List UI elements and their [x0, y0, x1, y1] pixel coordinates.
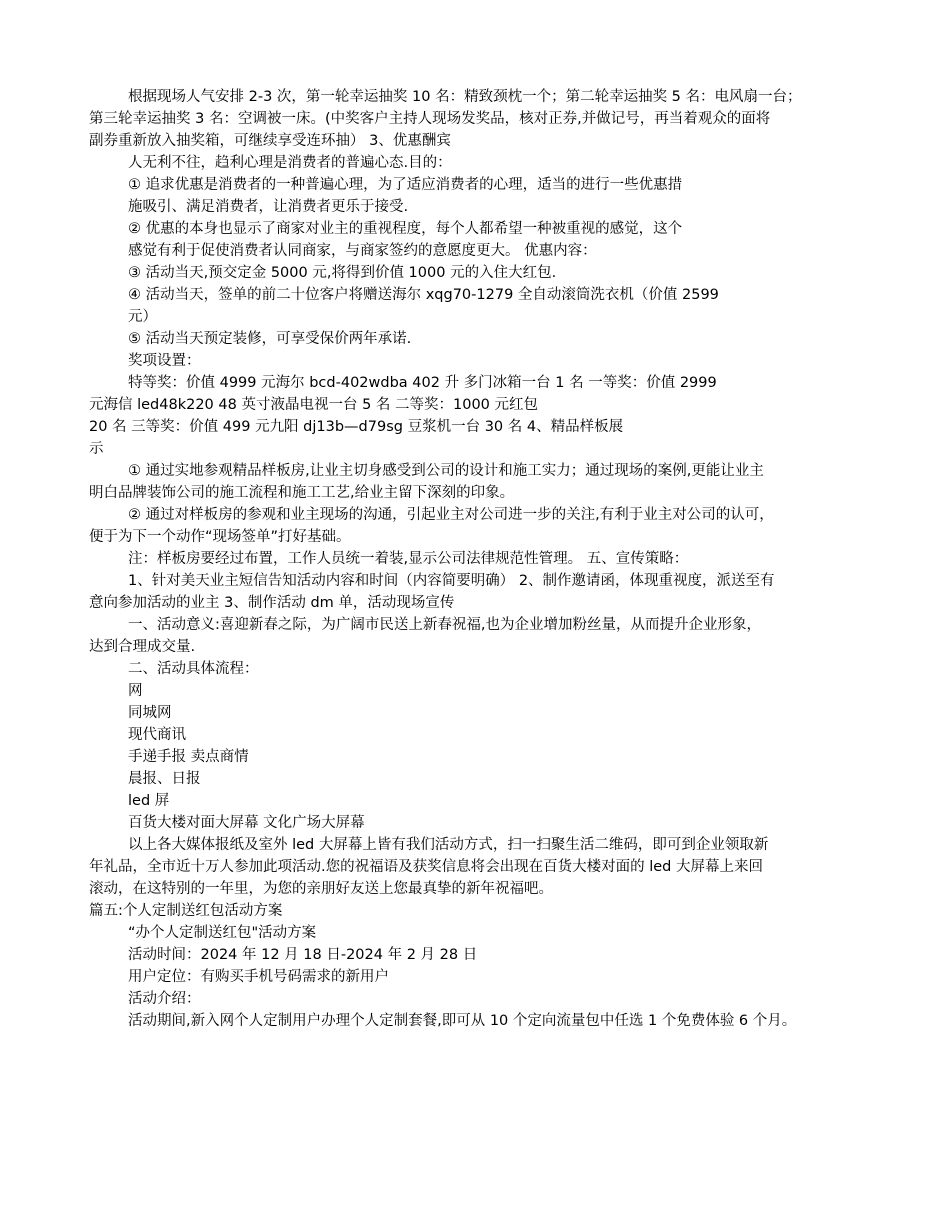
- text-line: 1、针对美天业主短信告知活动内容和时间（内容简要明确） 2、制作邀请函，体现重视度，派送至有: [128, 573, 775, 589]
- text-line: 元）: [128, 309, 157, 325]
- text-line: 年礼品，全市近十万人参加此项活动.您的祝福语及获奖信息将会出现在百货大楼对面的 led 大屏幕上来回: [89, 859, 763, 875]
- text-line: 网: [128, 683, 143, 699]
- text-line: ⑤ 活动当天预定装修，可享受保价两年承诺.: [128, 331, 412, 347]
- text-line: 特等奖：价值 4999 元海尔 bcd-402wdba 402 升 多门冰箱一台 1 名 一等奖：价值 2999: [128, 375, 717, 391]
- text-line: 以上各大媒体报纸及室外 led 大屏幕上皆有我们活动方式，扫一扫聚生活二维码，即可到企业领取新: [128, 837, 769, 853]
- text-line: led 屏: [128, 793, 170, 809]
- text-line: 晨报、日报: [128, 771, 201, 787]
- text-line: 现代商讯: [128, 727, 186, 743]
- text-line: 便于为下一个动作“现场签单”打好基础。: [89, 529, 351, 545]
- text-line: 第三轮幸运抽奖 3 名：空调被一床。(中奖客户主持人现场发奖品，核对正券,并做记号，再当着观众的面将: [89, 111, 771, 127]
- text-line: 意向参加活动的业主 3、制作活动 dm 单，活动现场宣传: [89, 595, 455, 611]
- text-line: ④ 活动当天，签单的前二十位客户将赠送海尔 xqg70-1279 全自动滚筒洗衣机（价值 2599: [128, 287, 719, 303]
- text-line: ② 通过对样板房的参观和业主现场的沟通，引起业主对公司进一步的关注,有利于业主对公司的认可，: [128, 507, 774, 523]
- text-line: 用户定位：有购买手机号码需求的新用户: [128, 969, 389, 985]
- text-line: “办个人定制送红包"活动方案: [128, 925, 317, 941]
- text-line: 活动介绍：: [128, 991, 201, 1007]
- text-line: 人无利不往，趋利心理是消费者的普遍心态.目的：: [128, 155, 452, 171]
- text-line: ① 追求优惠是消费者的一种普遍心理，为了适应消费者的心理，适当的进行一些优惠措: [128, 177, 683, 193]
- text-line: 滚动，在这特别的一年里，为您的亲朋好友送上您最真挚的新年祝福吧。: [89, 881, 553, 897]
- text-line: 感觉有利于促使消费者认同商家，与商家签约的意愿度更大。 优惠内容：: [128, 243, 597, 259]
- text-line: 元海信 led48k220 48 英寸液晶电视一台 5 名 二等奖：1000 元红包: [89, 397, 539, 413]
- text-line: 一、活动意义:喜迎新春之际，为广阔市民送上新春祝福,也为企业增加粉丝量，从而提升企业形象，: [128, 617, 761, 633]
- text-line: 示: [89, 441, 104, 457]
- text-line: 活动时间：2024 年 12 月 18 日-2024 年 2 月 28 日: [128, 947, 478, 963]
- text-line: 活动期间,新入网个人定制用户办理个人定制套餐,即可从 10 个定向流量包中任选 1 个免费体验 6 个月。: [128, 1013, 797, 1029]
- text-line: 篇五:个人定制送红包活动方案: [89, 903, 283, 919]
- text-line: 明白品牌装饰公司的施工流程和施工工艺,给业主留下深刻的印象。: [89, 485, 515, 501]
- text-line: 手递手报 卖点商情: [128, 749, 249, 765]
- text-line: 注：样板房要经过布置，工作人员统一着装,显示公司法律规范性管理。 五、宣传策略：: [128, 551, 689, 567]
- text-line: ② 优惠的本身也显示了商家对业主的重视程度，每个人都希望一种被重视的感觉，这个: [128, 221, 683, 237]
- text-line: 二、活动具体流程：: [128, 661, 259, 677]
- text-line: 施吸引、满足消费者，让消费者更乐于接受.: [128, 199, 409, 215]
- text-line: 20 名 三等奖：价值 499 元九阳 dj13b—d79sg 豆浆机一台 30 名 4、精品样板展: [89, 419, 624, 435]
- text-line: ① 通过实地参观精品样板房,让业主切身感受到公司的设计和施工实力；通过现场的案例,更能让业主: [128, 463, 764, 479]
- text-line: 同城网: [128, 705, 172, 721]
- text-line: 副券重新放入抽奖箱，可继续享受连环抽） 3、优惠酬宾: [89, 133, 451, 149]
- text-line: 百货大楼对面大屏幕 文化广场大屏幕: [128, 815, 365, 831]
- text-line: ③ 活动当天,预交定金 5000 元,将得到价值 1000 元的入住大红包.: [128, 265, 557, 281]
- text-line: 根据现场人气安排 2-3 次，第一轮幸运抽奖 10 名：精致颈枕一个；第二轮幸运抽奖 5 名：电风扇一台；: [128, 89, 802, 105]
- text-line: 达到合理成交量.: [89, 639, 196, 655]
- text-line: 奖项设置：: [128, 353, 201, 369]
